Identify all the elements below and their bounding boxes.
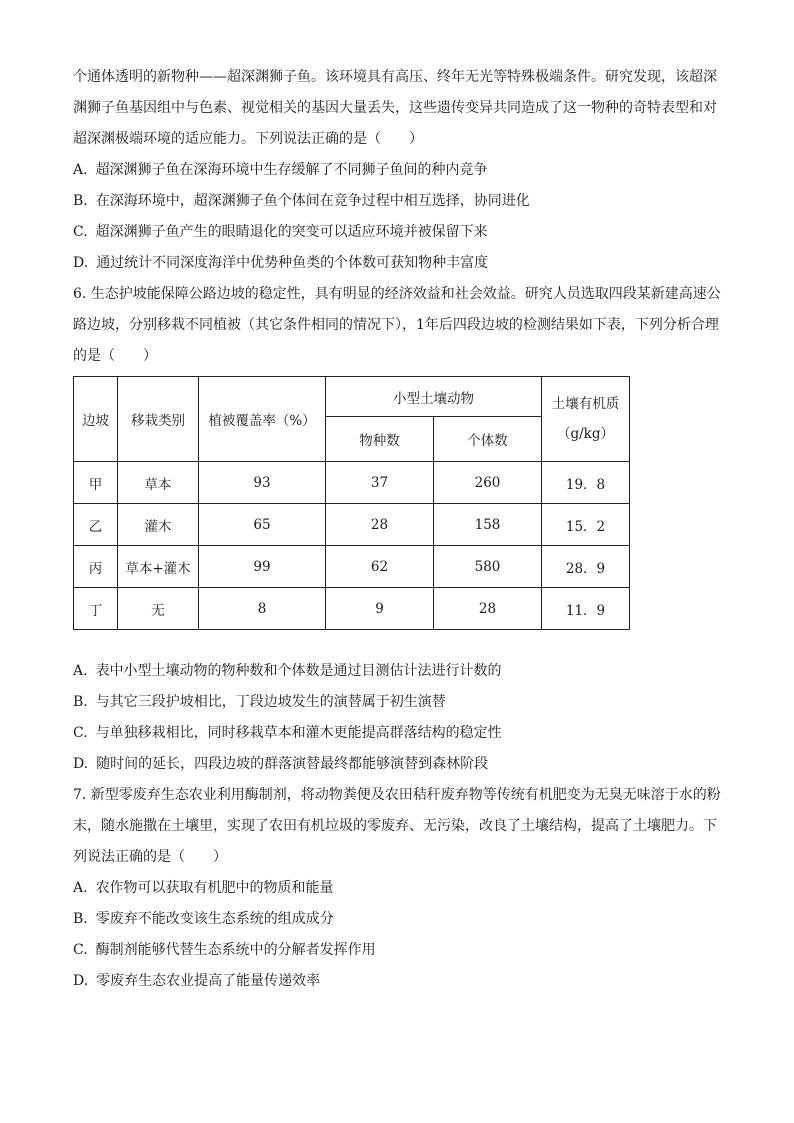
header-organic [542,377,630,462]
cell-organic: 11．9 [542,588,630,630]
question-7-stem-line: 末，随水施撒在土壤里，实现了农田有机垃圾的零废弃、无污染，改良了土壤结构，提高了土壤肥力。下 [73,818,717,834]
question-7-option-b: B. 零废弃不能改变该生态系统的组成成分 [73,911,334,927]
question-5-option-c: C. 超深渊狮子鱼产生的眼睛退化的突变可以适应环境并被保留下来 [73,224,488,240]
cell-individuals: 580 [434,546,542,588]
table-row [74,588,630,630]
cell-type: 草本+灌木 [118,546,199,588]
cell-organic: 28．9 [542,546,630,588]
cell-organic: 19．8 [542,462,630,504]
question-6-option-a: A. 表中小型土壤动物的物种数和个体数是通过目测估计法进行计数的 [73,663,502,679]
header-organic-line1: 土壤有机质 [551,396,620,412]
cell-coverage: 8 [199,588,326,630]
cell-slope: 甲 [74,462,118,504]
cell-species: 62 [326,546,434,588]
cell-slope: 乙 [74,504,118,546]
cell-slope: 丁 [74,588,118,630]
cell-individuals: 260 [434,462,542,504]
cell-coverage: 65 [199,504,326,546]
question-5-option-a: A. 超深渊狮子鱼在深海环境中生存缓解了不同狮子鱼间的种内竞争 [73,162,488,178]
cell-individuals: 28 [434,588,542,630]
exam-content [73,62,723,997]
cell-species: 37 [326,462,434,504]
cell-type: 灌木 [118,504,199,546]
question-6-stem-line: 路边坡，分别移栽不同植被（其它条件相同的情况下），1年后四段边坡的检测结果如下表，下列分析合理 [73,317,719,333]
cell-type: 草本 [118,462,199,504]
question-7-stem-line: 7. 新型零废弃生态农业利用酶制剂，将动物粪便及农田秸秆废弃物等传统有机肥变为无臭无味溶于水的粉 [73,787,721,803]
cell-organic: 15．2 [542,504,630,546]
cell-coverage: 93 [199,462,326,504]
question-6-option-b: B. 与其它三段护坡相比，丁段边坡发生的演替属于初生演替 [73,694,446,710]
question-5-stem-line: 个通体透明的新物种——超深渊狮子鱼。该环境具有高压、终年无光等特殊极端条件。研究发现，该超深 [73,69,717,85]
cell-slope: 丙 [74,546,118,588]
question-5-option-d: D. 通过统计不同深度海洋中优势种鱼类的个体数可获知物种丰富度 [73,255,489,271]
question-6-option-d: D. 随时间的延长，四段边坡的群落演替最终都能够演替到森林阶段 [73,756,489,772]
question-5-option-b: B. 在深海环境中，超深渊狮子鱼个体间在竞争过程中相互选择，协同进化 [73,193,530,209]
question-7 [73,780,723,997]
header-individuals: 个体数 [434,417,542,462]
header-slope: 边坡 [74,377,118,462]
table-row [74,462,630,504]
header-soil-animals: 小型土壤动物 [326,377,542,417]
header-species: 物种数 [326,417,434,462]
question-6-stem-line: 的是（ ） [73,348,157,364]
question-7-option-d: D. 零废弃生态农业提高了能量传递效率 [73,973,321,989]
cell-coverage: 99 [199,546,326,588]
cell-individuals: 158 [434,504,542,546]
question-6-option-c: C. 与单独移栽相比，同时移栽草本和灌木更能提高群落结构的稳定性 [73,725,502,741]
header-type: 移栽类别 [118,377,199,462]
question-5-stem-line: 渊狮子鱼基因组中与色素、视觉相关的基因大量丢失，这些遗传变异共同造成了这一物种的奇特表型和对 [73,100,717,116]
cell-type: 无 [118,588,199,630]
question-7-option-c: C. 酶制剂能够代替生态系统中的分解者发挥作用 [73,942,376,958]
table-row [74,504,630,546]
question-7-stem-line: 列说法正确的是（ ） [73,849,227,865]
question-7-option-a: A. 农作物可以获取有机肥中的物质和能量 [73,880,334,896]
header-organic-line2: （g/kg） [556,426,614,442]
header-coverage: 植被覆盖率（%） [199,377,326,462]
cell-species: 28 [326,504,434,546]
slope-data-table [73,376,630,630]
cell-species: 9 [326,588,434,630]
table-row [74,546,630,588]
question-5 [73,62,723,279]
question-6 [73,279,723,780]
question-5-stem-line: 超深渊极端环境的适应能力。下列说法正确的是（ ） [73,131,423,147]
question-6-stem-line: 6. 生态护坡能保障公路边坡的稳定性，具有明显的经济效益和社会效益。研究人员选取四段某新建高速公 [73,286,721,302]
